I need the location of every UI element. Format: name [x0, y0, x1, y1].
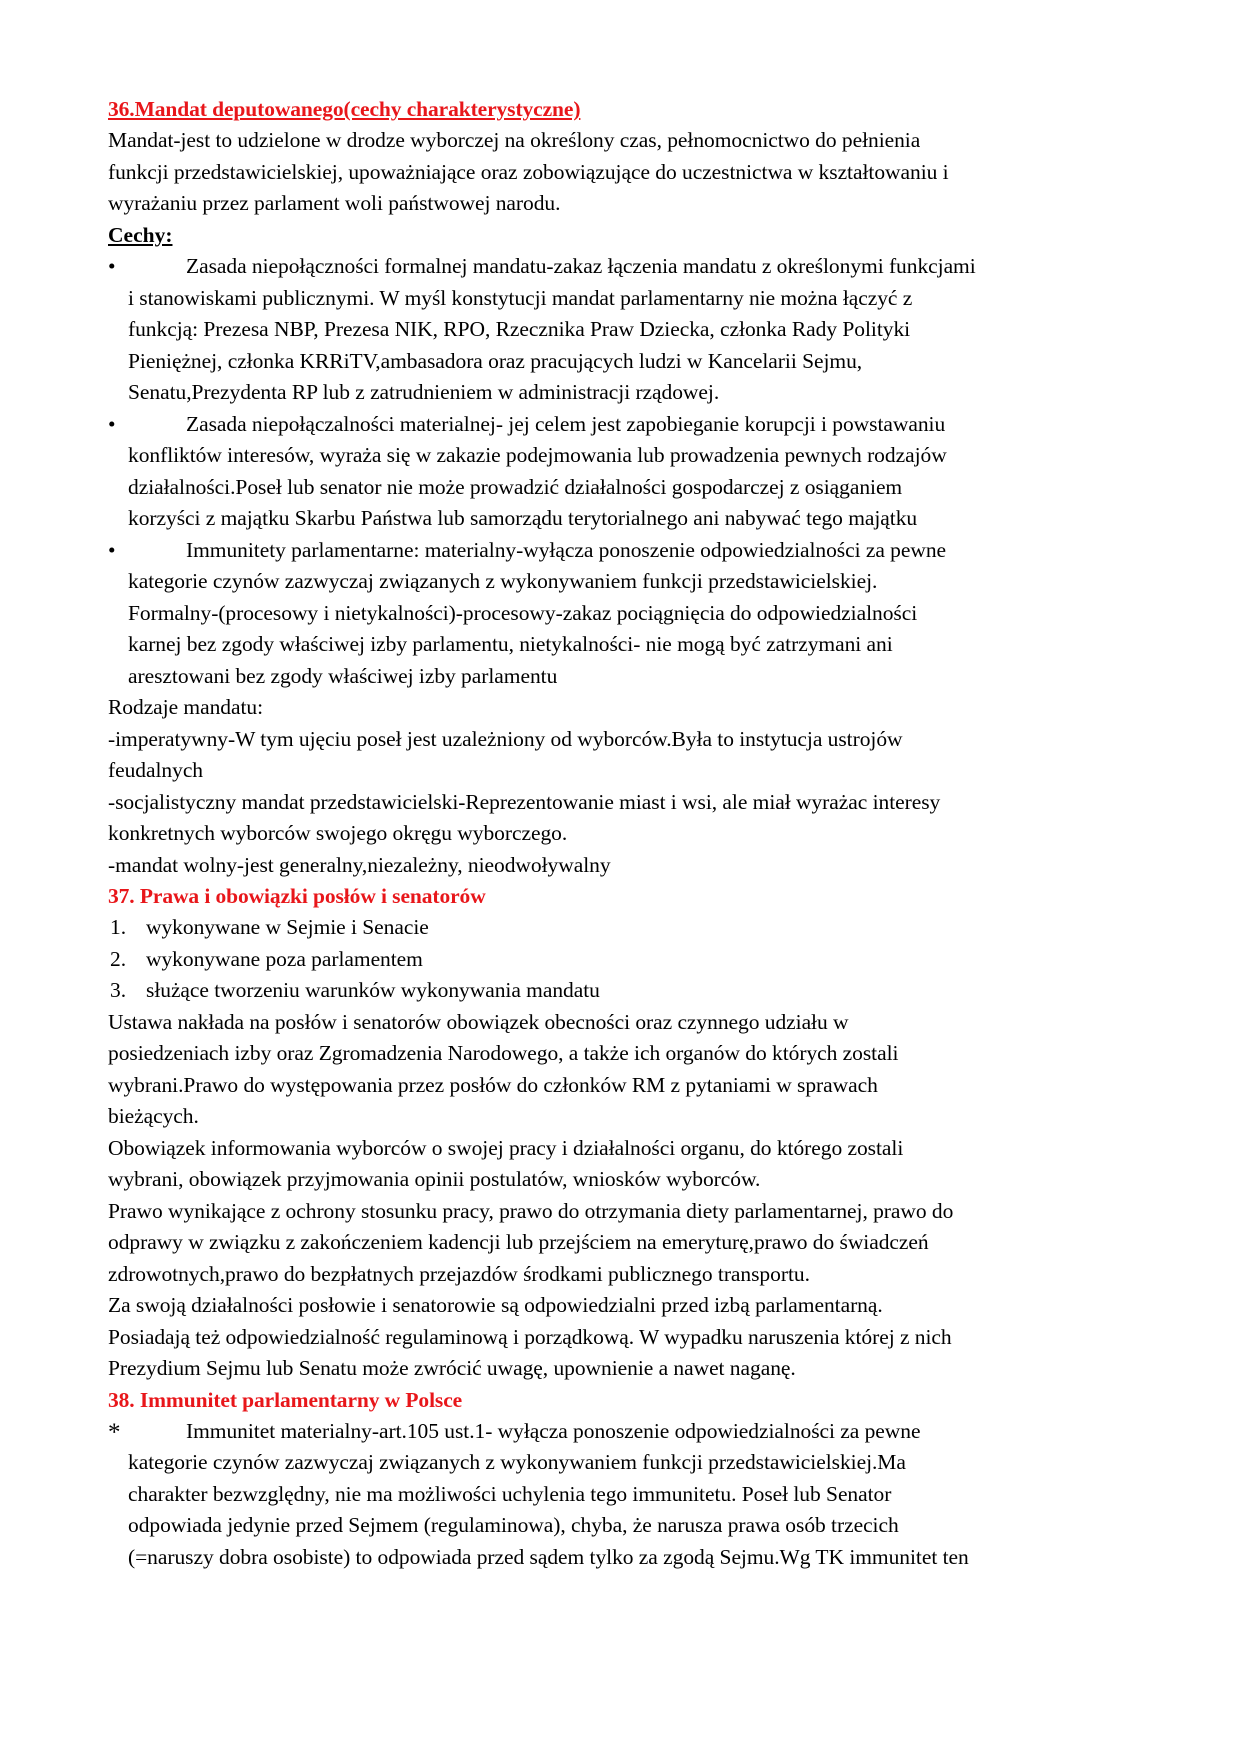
text-line: kategorie czynów zazwyczaj związanych z wykonywaniem funkcji przedstawicielskiej.Ma: [128, 1450, 906, 1474]
text-line: zdrowotnych,prawo do bezpłatnych przejazdów środkami publicznego transportu.: [108, 1261, 810, 1286]
text-line: Ustawa nakłada na posłów i senatorów obowiązek obecności oraz czynnego udziału w: [108, 1009, 849, 1034]
section-37: [108, 881, 1028, 1385]
text-line: i stanowiskami publicznymi. W myśl konstytucji mandat parlamentarny nie można łączyć z: [128, 285, 913, 310]
text-line: Posiadają też odpowiedzialność regulaminową i porządkową. W wypadku naruszenia której z nich: [108, 1324, 952, 1349]
list-item: [108, 1416, 1028, 1574]
text-line: feudalnych: [108, 758, 204, 782]
text-line: wybrani, obowiązek przyjmowania opinii postulatów, wniosków wyborców.: [108, 1167, 761, 1191]
text-line: Prezydium Sejmu lub Senatu może zwrócić uwagę, upownienie a nawet naganę.: [108, 1356, 796, 1380]
section-38: [108, 1385, 1028, 1574]
text-line: [128, 535, 1028, 567]
list-item-text: wykonywane poza parlamentem: [146, 946, 423, 971]
text-line: odprawy w związku z zakończeniem kadencji lub przejściem na emeryturę,prawo do świadczeń: [108, 1230, 929, 1254]
text-line: -mandat wolny-jest generalny,niezależny, nieodwoływalny: [108, 852, 611, 877]
section-36: [108, 94, 1028, 881]
text-line: wyrażaniu przez parlament woli państwowej narodu.: [108, 191, 561, 215]
text-line: Pieniężnej, członka KRRiTV,ambasadora oraz pracujących ludzi w Kancelarii Sejmu,: [128, 348, 863, 373]
text-line: -imperatywny-W tym ujęciu poseł jest uzależniony od wyborców.Była to instytucja ustrojów: [108, 726, 903, 751]
text-line: Formalny-(procesowy i nietykalności)-procesowy-zakaz pociągnięcia do odpowiedzialności: [128, 600, 918, 625]
section-37-numbered-list: [108, 912, 1028, 1007]
text-line: Rodzaje mandatu:: [108, 695, 264, 719]
text-line: działalności.Poseł lub senator nie może prowadzić działalności gospodarczej z osiąganiem: [128, 474, 903, 499]
text-line: wybrani.Prawo do występowania przez posłów do członków RM z pytaniami w sprawach: [108, 1072, 878, 1097]
text-line: Mandat-jest to udzielone w drodze wyborczej na określony czas, pełnomocnictwo do pełnienia: [108, 128, 921, 152]
text-line: [128, 409, 1028, 441]
list-item-number: 2.: [110, 946, 127, 971]
bullet-icon: •: [108, 537, 116, 562]
text-line: Senatu,Prezydenta RP lub z zatrudnieniem w administracji rządowej.: [128, 380, 720, 404]
text-line: (=naruszy dobra osobiste) to odpowiada przed sądem tylko za zgodą Sejmu.Wg TK immunitet ten: [128, 1544, 969, 1569]
list-item-text: [117, 251, 1028, 409]
bullet-icon: •: [108, 254, 116, 278]
document-body: [108, 94, 1028, 1573]
text-line: Obowiązek informowania wyborców o swojej pracy i działalności organu, do którego zostali: [108, 1135, 904, 1160]
text-line: kategorie czynów zazwyczaj związanych z wykonywaniem funkcji przedstawicielskiej.: [128, 569, 878, 593]
text-line: Prawo wynikające z ochrony stosunku pracy, prawo do otrzymania diety parlamentarnej, prawo do: [108, 1198, 954, 1223]
list-item: [108, 975, 1028, 1007]
section-37-paragraphs: [108, 1007, 1028, 1385]
section-36-types: [108, 692, 1028, 881]
text-line: posiedzeniach izby oraz Zgromadzenia Narodowego, a także ich organów do których zostali: [108, 1041, 899, 1065]
text-line: karnej bez zgody właściwej izby parlamentu, nietykalności- nie mogą być zatrzymani ani: [128, 632, 893, 656]
text-line: korzyści z majątku Skarbu Państwa lub samorządu terytorialnego ani nabywać tego majątku: [128, 506, 918, 530]
text-line: funkcją: Prezesa NBP, Prezesa NIK, RPO, Rzecznika Praw Dziecka, członka Rady Polityki: [128, 317, 911, 341]
list-item-text: wykonywane w Sejmie i Senacie: [146, 915, 429, 939]
list-item-text: [117, 409, 1028, 535]
text-run: Zasada niepołączności formalnej mandatu-zakaz łączenia mandatu z określonymi funkcjami: [186, 254, 976, 278]
asterisk-bullet-icon: *: [108, 1418, 121, 1446]
list-item: [108, 944, 1028, 976]
list-item: [108, 251, 1028, 409]
section-38-heading: 38. Immunitet parlamentarny w Polsce: [108, 1387, 463, 1412]
section-36-subheading: Cechy:: [108, 222, 173, 247]
bullet-icon: •: [108, 411, 116, 436]
text-line: -socjalistyczny mandat przedstawicielski-Reprezentowanie miast i wsi, ale miał wyrażac interesy: [108, 789, 941, 814]
list-item-text: [117, 535, 1028, 693]
text-line: konfliktów interesów, wyraża się w zakazie podejmowania lub prowadzenia pewnych rodzajów: [128, 443, 947, 467]
text-line: odpowiada jedynie przed Sejmem (regulaminowa), chyba, że narusza prawa osób trzecich: [128, 1513, 899, 1537]
list-item-text: [117, 1416, 1028, 1574]
text-line: Za swoją działalności posłowie i senatorowie są odpowiedzialni przed izbą parlamentarną.: [108, 1293, 883, 1317]
text-line: funkcji przedstawicielskiej, upoważniające oraz zobowiązujące do uczestnictwa w kształtowaniu i: [108, 159, 949, 184]
text-line: konkretnych wyborców swojego okręgu wyborczego.: [108, 821, 568, 845]
text-run: Zasada niepołączalności materialnej- jej celem jest zapobieganie korupcji i powstawaniu: [186, 411, 946, 436]
text-run: Immunitet materialny-art.105 ust.1- wyłącza ponoszenie odpowiedzialności za pewne: [186, 1418, 921, 1443]
section-36-intro: [108, 125, 1028, 220]
list-item: [108, 912, 1028, 944]
text-line: [128, 1416, 1028, 1448]
text-line: aresztowani bez zgody właściwej izby parlamentu: [128, 663, 558, 688]
text-run: Immunitety parlamentarne: materialny-wyłącza ponoszenie odpowiedzialności za pewne: [186, 537, 947, 562]
list-item: [108, 535, 1028, 693]
section-37-heading: 37. Prawa i obowiązki posłów i senatorów: [108, 884, 486, 908]
list-item-text: służące tworzeniu warunków wykonywania mandatu: [146, 978, 600, 1002]
text-line: charakter bezwzględny, nie ma możliwości uchylenia tego immunitetu. Poseł lub Senator: [128, 1481, 892, 1506]
text-line: [128, 251, 1028, 283]
text-line: bieżących.: [108, 1104, 199, 1128]
list-item-number: 3.: [110, 978, 127, 1002]
section-36-heading: 36.Mandat deputowanego(cechy charakterystyczne): [108, 97, 581, 121]
list-item: [108, 409, 1028, 535]
list-item-number: 1.: [110, 915, 127, 939]
